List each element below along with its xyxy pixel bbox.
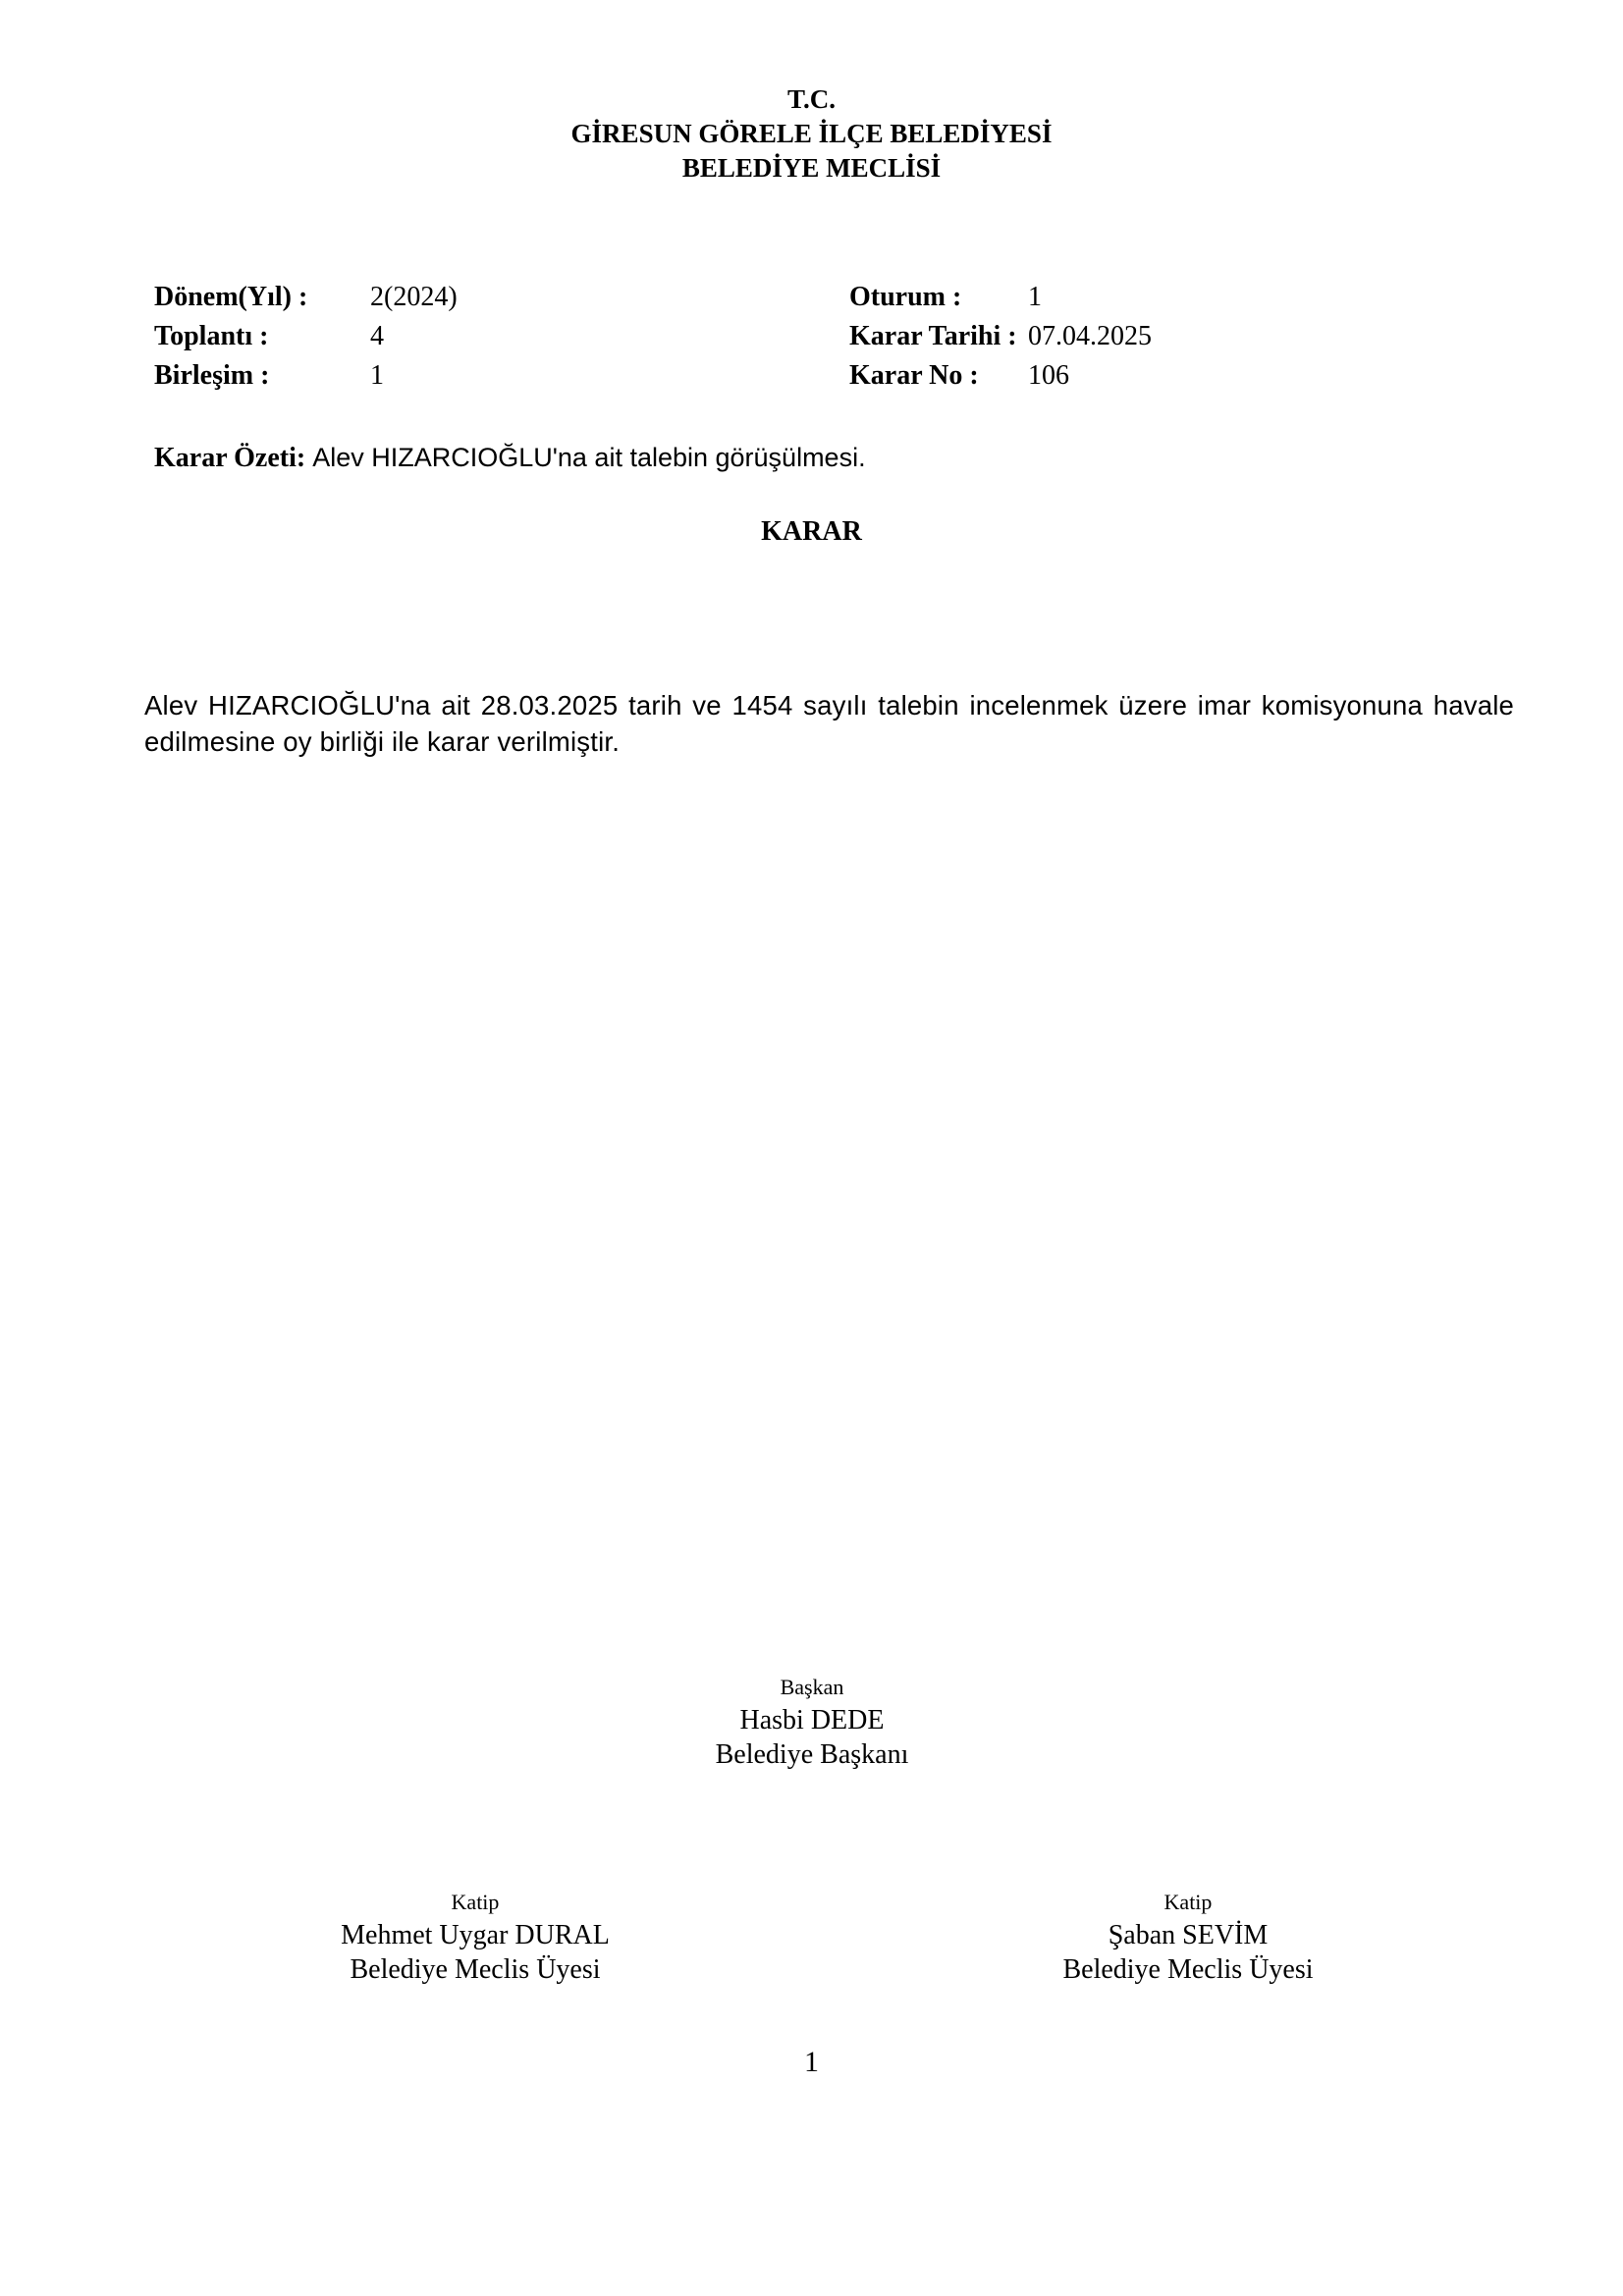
header-line-tc: T.C.: [786, 84, 836, 114]
header-line-council: BELEDİYE MECLİSİ: [681, 153, 942, 183]
birlesim-label: Birleşim :: [154, 360, 270, 391]
clerk-right-name: Şaban SEVİM: [1108, 1920, 1269, 1950]
clerk-left-role: Katip: [451, 1890, 500, 1914]
clerk-right-role: Katip: [1163, 1890, 1213, 1914]
karar-no-label: Karar No :: [849, 360, 979, 391]
clerk-right-title: Belediye Meclis Üyesi: [1062, 1954, 1314, 1985]
header-line-municipality: GİRESUN GÖRELE İLÇE BELEDİYESİ: [570, 119, 1053, 148]
toplanti-value: 4: [370, 321, 384, 351]
president-role: Başkan: [780, 1675, 844, 1699]
decision-summary: [154, 441, 866, 475]
donem-value: 2(2024): [370, 282, 458, 312]
president-title: Belediye Başkanı: [715, 1739, 909, 1770]
decision-body: Alev HIZARCIOĞLU'na ait 28.03.2025 tarih ve 1454 sayılı talebin incelenmek üzere imar komisyonuna havale edilmesine oy birliği ile karar verilmiştir.: [144, 690, 1514, 757]
birlesim-value: 1: [370, 360, 384, 391]
karar-tarihi-label: Karar Tarihi :: [849, 321, 1017, 351]
karar-tarihi-value: 07.04.2025: [1028, 321, 1152, 351]
oturum-value: 1: [1028, 282, 1042, 312]
president-name: Hasbi DEDE: [739, 1705, 885, 1735]
toplanti-label: Toplantı :: [154, 321, 269, 351]
page-number: 1: [804, 2046, 819, 2078]
clerk-left-signature-block: [230, 1887, 721, 1987]
clerk-right-signature-block: [943, 1887, 1434, 1987]
clerk-left-name: Mehmet Uygar DURAL: [341, 1920, 610, 1950]
president-signature-block: [567, 1672, 1057, 1772]
clerk-left-title: Belediye Meclis Üyesi: [350, 1954, 601, 1985]
document-header: [0, 82, 1623, 186]
summary-text: Alev HIZARCIOĞLU'na ait talebin görüşülmesi.: [312, 443, 866, 472]
decision-title: KARAR: [761, 516, 862, 547]
karar-no-value: 106: [1028, 360, 1069, 391]
summary-label: Karar Özeti:: [154, 443, 306, 473]
oturum-label: Oturum :: [849, 282, 962, 312]
donem-label: Dönem(Yıl) :: [154, 282, 308, 312]
